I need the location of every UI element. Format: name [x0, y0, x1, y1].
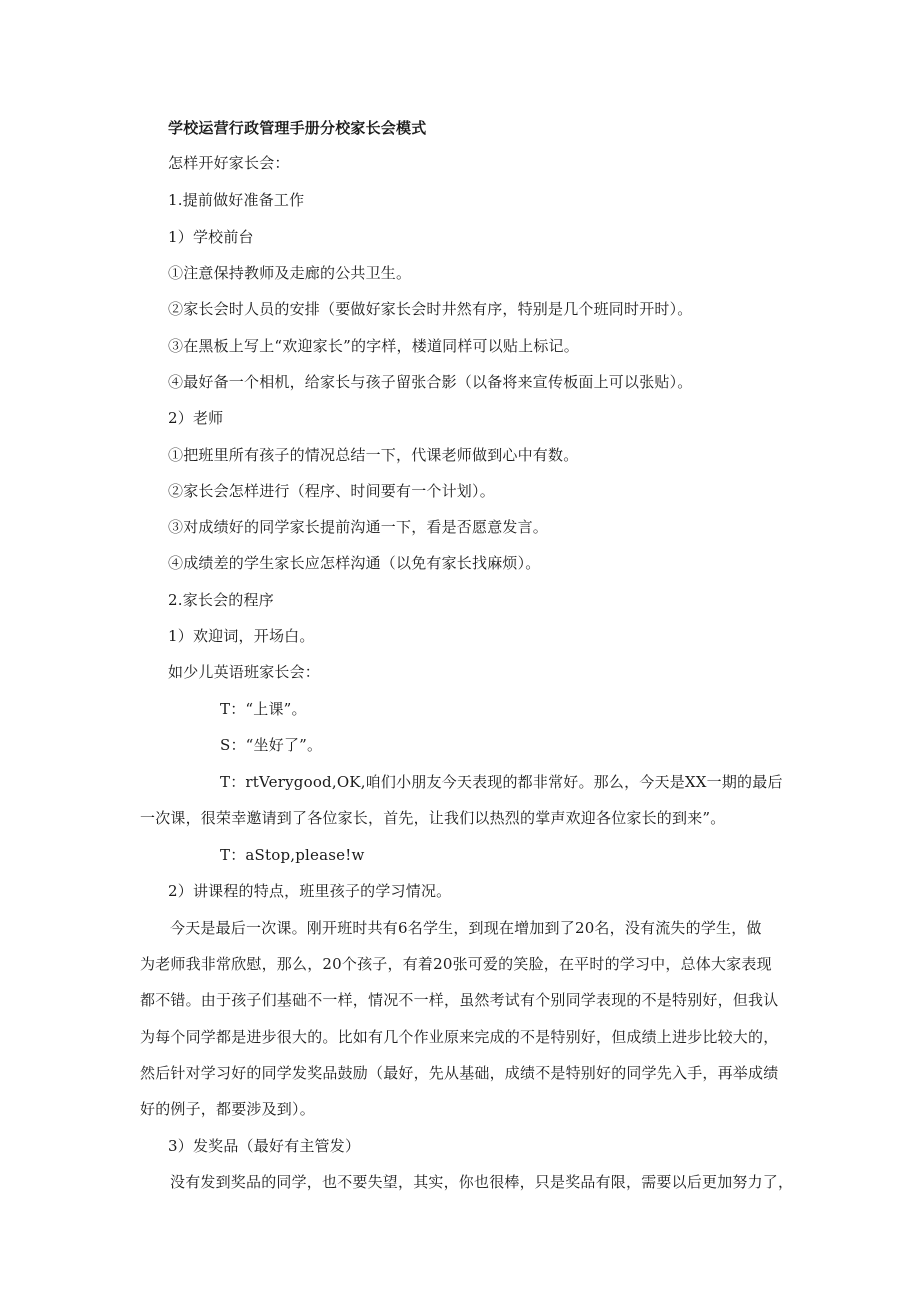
step3-text: 3）发奖品（最好有主管发） — [168, 1137, 361, 1155]
dialog-line: T：aStop,please!w — [220, 846, 365, 864]
list-item: ④成绩差的学生家长应怎样沟通（以免有家长找麻烦）。 — [168, 554, 541, 572]
sub2-heading: 2）老师 — [168, 409, 224, 427]
document-title: 学校运营行政管理手册分校家长会模式 — [168, 119, 427, 137]
section2-heading: 2.家长会的程序 — [168, 591, 274, 609]
paragraph-line: 为老师我非常欣慰，那么，20个孩子，有着20张可爱的笑脸，在平时的学习中，总体大家表现 — [140, 955, 772, 973]
paragraph-line: 然后针对学习好的同学发奖品鼓励（最好，先从基础，成绩不是特别好的同学先入手，再举成绩 — [140, 1064, 779, 1082]
paragraph-line: 今天是最后一次课。刚开班时共有6名学生，到现在增加到了20名，没有流失的学生，做 — [170, 919, 762, 937]
list-item: ①把班里所有孩子的情况总结一下，代课老师做到心中有数。 — [168, 446, 579, 464]
dialog-line: S：“坐好了”。 — [220, 736, 323, 754]
paragraph-line: 没有发到奖品的同学，也不要失望，其实，你也很棒，只是奖品有限，需要以后更加努力了， — [170, 1173, 794, 1191]
list-item: ②家长会时人员的安排（要做好家长会时井然有序，特别是几个班同时开时）。 — [168, 300, 693, 318]
dialog-line: T：rtVerygood,OK,咱们小朋友今天表现的都非常好。那么，今天是XX一期的最后 — [220, 773, 783, 791]
paragraph-line: 都不错。由于孩子们基础不一样，情况不一样，虽然考试有个别同学表现的不是特别好，但我认 — [140, 991, 779, 1009]
dialog-line: 一次课，很荣幸邀请到了各位家长，首先，让我们以热烈的掌声欢迎各位家长的到来”。 — [140, 809, 726, 827]
paragraph-line: 好的例子，都要涉及到）。 — [140, 1100, 315, 1118]
list-item: ④最好备一个相机，给家长与孩子留张合影（以备将来宣传板面上可以张贴）。 — [168, 373, 693, 391]
step1-text: 1）欢迎词，开场白。 — [168, 627, 315, 645]
list-item: ①注意保持教师及走廊的公共卫生。 — [168, 264, 412, 282]
sub1-heading: 1）学校前台 — [168, 228, 254, 246]
step2-text: 2）讲课程的特点，班里孩子的学习情况。 — [168, 882, 452, 900]
dialog-line: T：“上课”。 — [220, 700, 307, 718]
example-text: 如少儿英语班家长会： — [168, 663, 321, 681]
list-item: ②家长会怎样进行（程序、时间要有一个计划）。 — [168, 482, 495, 500]
list-item: ③对成绩好的同学家长提前沟通一下，看是否愿意发言。 — [168, 518, 549, 536]
section1-heading: 1.提前做好准备工作 — [168, 191, 305, 209]
list-item: ③在黑板上写上“欢迎家长”的字样，楼道同样可以贴上标记。 — [168, 337, 579, 355]
intro-text: 怎样开好家长会： — [168, 154, 290, 172]
paragraph-line: 为每个同学都是进步很大的。比如有几个作业原来完成的不是特别好，但成绩上进步比较大的， — [140, 1028, 779, 1046]
